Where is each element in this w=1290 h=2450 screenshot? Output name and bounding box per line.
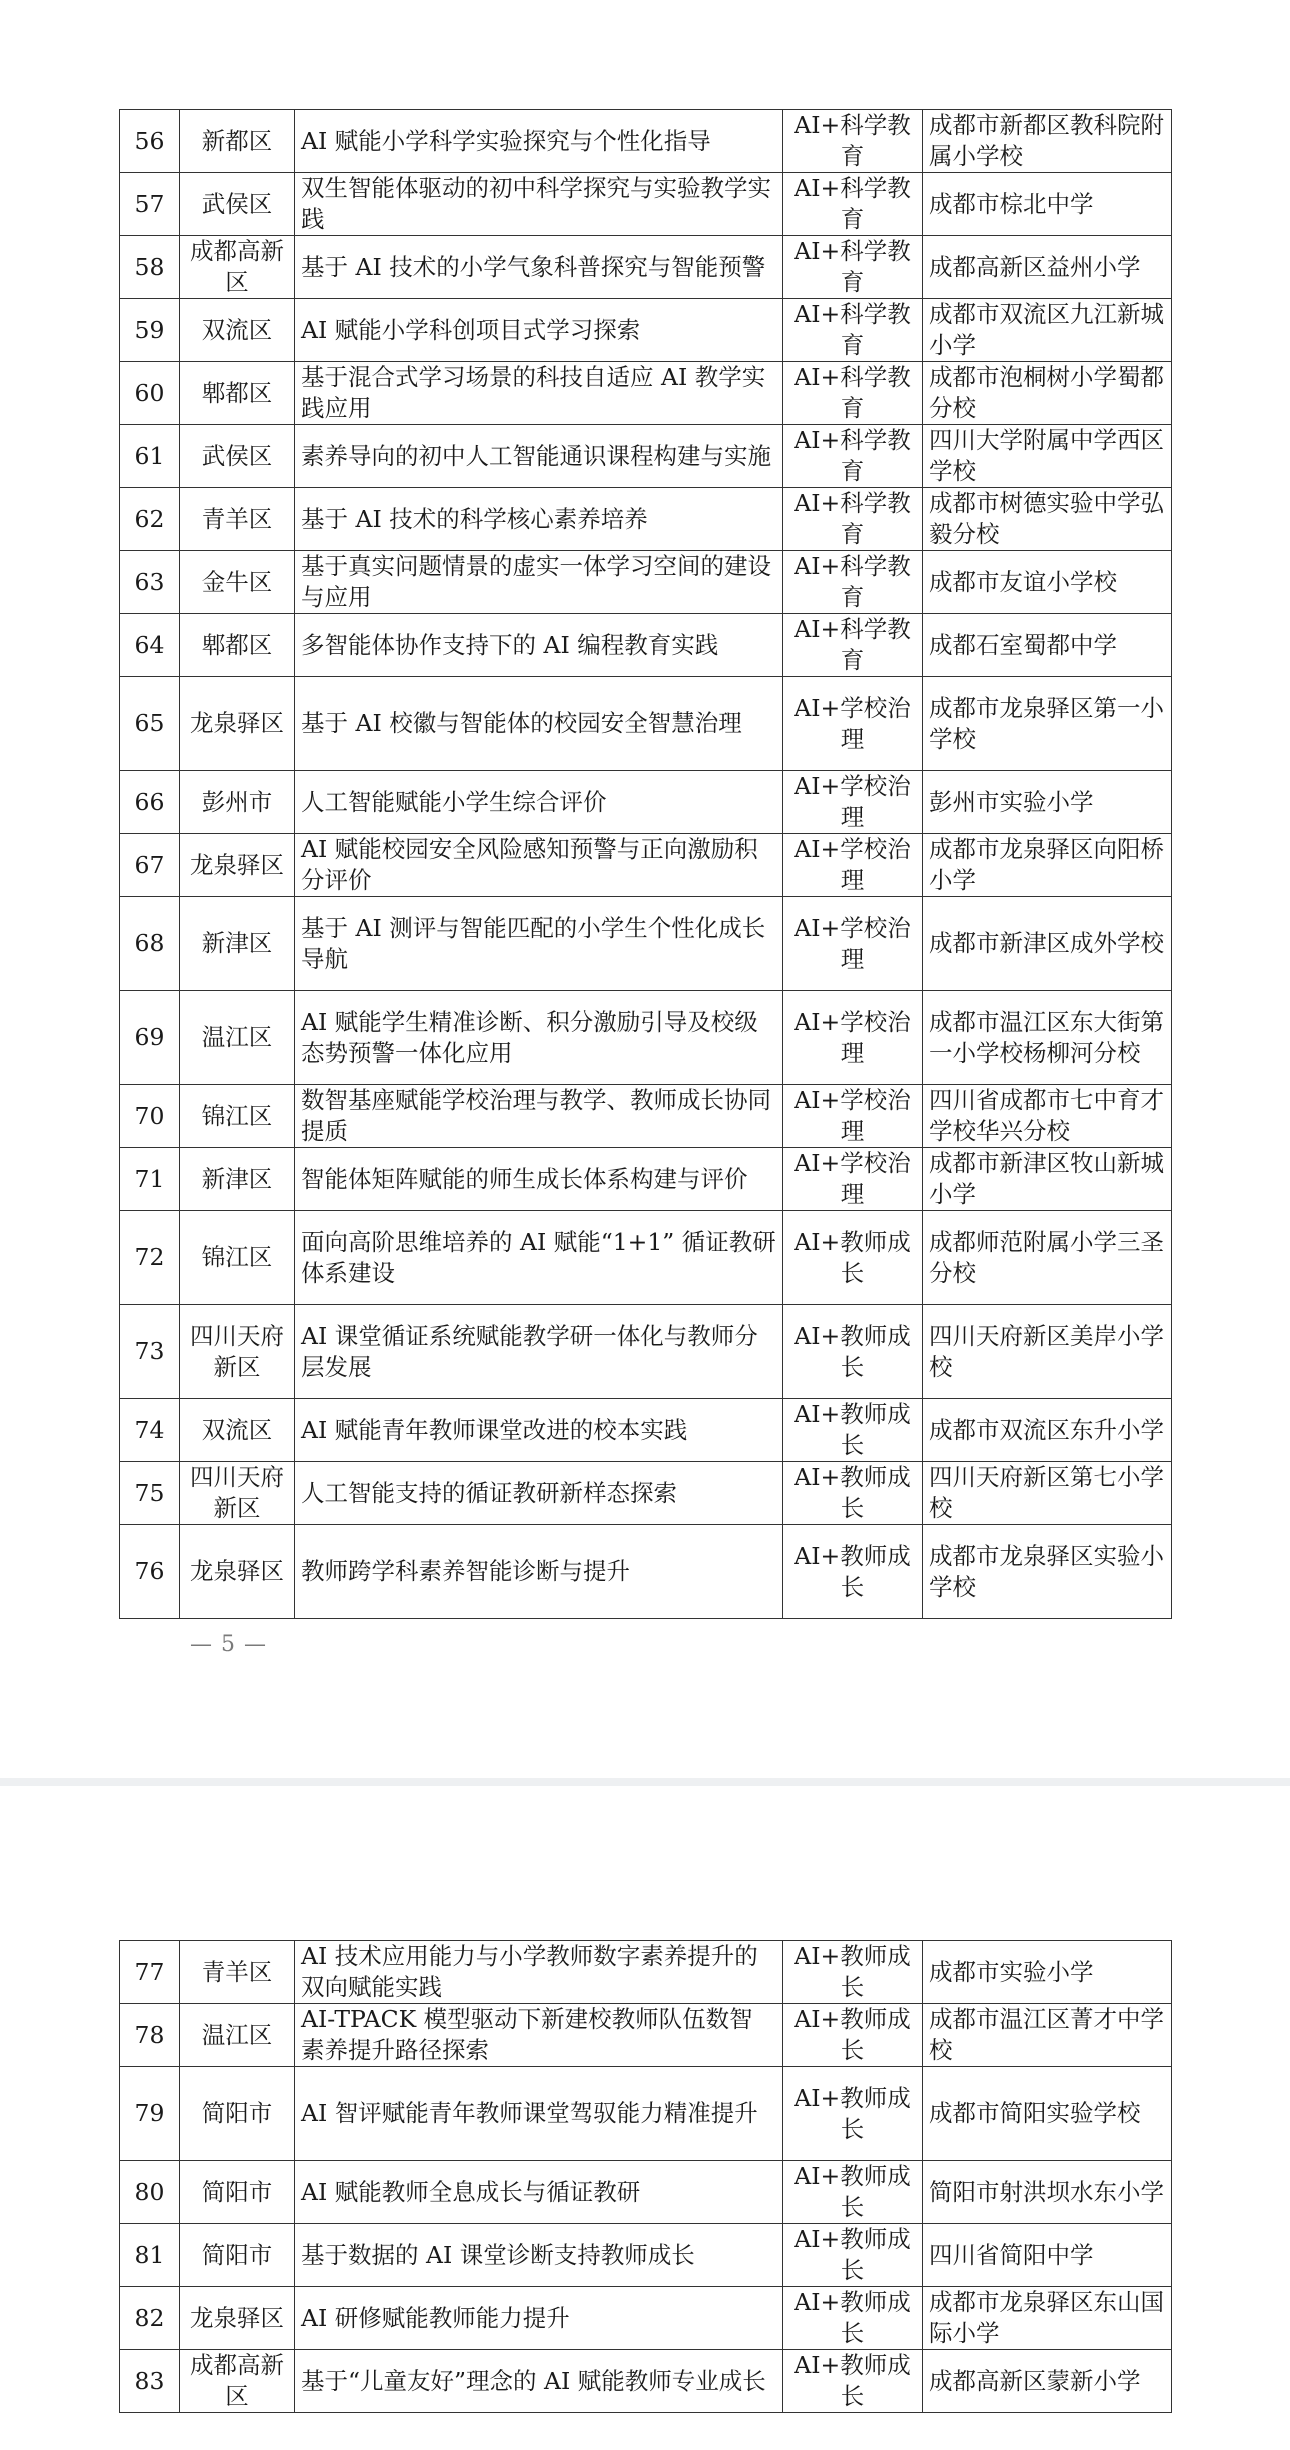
category-cell: AI+教师成长 <box>783 2287 923 2350</box>
row-number: 58 <box>120 236 180 299</box>
school-cell: 四川省简阳中学 <box>923 2224 1172 2287</box>
district-cell: 简阳市 <box>180 2224 295 2287</box>
school-cell: 成都市龙泉驿区东山国际小学 <box>923 2287 1172 2350</box>
table-row <box>120 236 1172 299</box>
project-title-cell: AI-TPACK 模型驱动下新建校教师队伍数智素养提升路径探索 <box>295 2004 783 2067</box>
school-cell: 成都市温江区菁才中学校 <box>923 2004 1172 2067</box>
row-number: 61 <box>120 425 180 488</box>
project-title-cell: 教师跨学科素养智能诊断与提升 <box>295 1525 783 1619</box>
district-cell: 四川天府新区 <box>180 1305 295 1399</box>
row-number: 75 <box>120 1462 180 1525</box>
category-cell: AI+教师成长 <box>783 1525 923 1619</box>
page-number: — 5 — <box>190 1632 267 1657</box>
table-row <box>120 991 1172 1085</box>
project-title-cell: 基于混合式学习场景的科技自适应 AI 教学实践应用 <box>295 362 783 425</box>
table-row <box>120 488 1172 551</box>
school-cell: 成都石室蜀都中学 <box>923 614 1172 677</box>
row-number: 80 <box>120 2161 180 2224</box>
school-cell: 成都市温江区东大街第一小学校杨柳河分校 <box>923 991 1172 1085</box>
table-row <box>120 1462 1172 1525</box>
project-table <box>119 1940 1172 2413</box>
row-number: 59 <box>120 299 180 362</box>
school-cell: 成都市新津区牧山新城小学 <box>923 1148 1172 1211</box>
district-cell: 双流区 <box>180 299 295 362</box>
category-cell: AI+科学教育 <box>783 551 923 614</box>
row-number: 76 <box>120 1525 180 1619</box>
project-title-cell: AI 赋能校园安全风险感知预警与正向激励积分评价 <box>295 834 783 897</box>
category-cell: AI+教师成长 <box>783 2161 923 2224</box>
project-title-cell: 智能体矩阵赋能的师生成长体系构建与评价 <box>295 1148 783 1211</box>
district-cell: 青羊区 <box>180 1941 295 2004</box>
table-row <box>120 1085 1172 1148</box>
project-title-cell: 基于 AI 校徽与智能体的校园安全智慧治理 <box>295 677 783 771</box>
project-title-cell: 基于 AI 技术的科学核心素养培养 <box>295 488 783 551</box>
category-cell: AI+学校治理 <box>783 1148 923 1211</box>
district-cell: 青羊区 <box>180 488 295 551</box>
category-cell: AI+教师成长 <box>783 2004 923 2067</box>
row-number: 73 <box>120 1305 180 1399</box>
school-cell: 四川大学附属中学西区学校 <box>923 425 1172 488</box>
table-row <box>120 1941 1172 2004</box>
project-title-cell: AI 课堂循证系统赋能教学研一体化与教师分层发展 <box>295 1305 783 1399</box>
project-title-cell: 基于 AI 测评与智能匹配的小学生个性化成长导航 <box>295 897 783 991</box>
table-row <box>120 2067 1172 2161</box>
district-cell: 郫都区 <box>180 362 295 425</box>
project-title-cell: AI 赋能小学科学实验探究与个性化指导 <box>295 110 783 173</box>
category-cell: AI+教师成长 <box>783 1462 923 1525</box>
row-number: 77 <box>120 1941 180 2004</box>
row-number: 67 <box>120 834 180 897</box>
category-cell: AI+学校治理 <box>783 897 923 991</box>
table-row <box>120 614 1172 677</box>
district-cell: 成都高新区 <box>180 2350 295 2413</box>
category-cell: AI+教师成长 <box>783 2067 923 2161</box>
project-title-cell: AI 赋能青年教师课堂改进的校本实践 <box>295 1399 783 1462</box>
row-number: 82 <box>120 2287 180 2350</box>
document-page-6 <box>0 1786 1290 2450</box>
district-cell: 龙泉驿区 <box>180 1525 295 1619</box>
district-cell: 彭州市 <box>180 771 295 834</box>
school-cell: 简阳市射洪坝水东小学 <box>923 2161 1172 2224</box>
school-cell: 成都师范附属小学三圣分校 <box>923 1211 1172 1305</box>
district-cell: 温江区 <box>180 991 295 1085</box>
school-cell: 彭州市实验小学 <box>923 771 1172 834</box>
table-row <box>120 1305 1172 1399</box>
project-title-cell: 双生智能体驱动的初中科学探究与实验教学实践 <box>295 173 783 236</box>
project-title-cell: 素养导向的初中人工智能通识课程构建与实施 <box>295 425 783 488</box>
row-number: 63 <box>120 551 180 614</box>
table-row <box>120 173 1172 236</box>
project-title-cell: AI 赋能学生精准诊断、积分激励引导及校级态势预警一体化应用 <box>295 991 783 1085</box>
project-title-cell: 多智能体协作支持下的 AI 编程教育实践 <box>295 614 783 677</box>
row-number: 57 <box>120 173 180 236</box>
table-row <box>120 110 1172 173</box>
school-cell: 成都市树德实验中学弘毅分校 <box>923 488 1172 551</box>
school-cell: 成都市双流区东升小学 <box>923 1399 1172 1462</box>
district-cell: 金牛区 <box>180 551 295 614</box>
row-number: 74 <box>120 1399 180 1462</box>
project-title-cell: 人工智能赋能小学生综合评价 <box>295 771 783 834</box>
row-number: 83 <box>120 2350 180 2413</box>
category-cell: AI+学校治理 <box>783 834 923 897</box>
project-title-cell: AI 智评赋能青年教师课堂驾驭能力精准提升 <box>295 2067 783 2161</box>
district-cell: 锦江区 <box>180 1211 295 1305</box>
category-cell: AI+教师成长 <box>783 1941 923 2004</box>
project-title-cell: 基于数据的 AI 课堂诊断支持教师成长 <box>295 2224 783 2287</box>
project-table <box>119 109 1172 1619</box>
table-row <box>120 1148 1172 1211</box>
school-cell: 成都市龙泉驿区第一小学校 <box>923 677 1172 771</box>
category-cell: AI+科学教育 <box>783 614 923 677</box>
school-cell: 成都高新区益州小学 <box>923 236 1172 299</box>
table-row <box>120 2224 1172 2287</box>
row-number: 68 <box>120 897 180 991</box>
school-cell: 成都市双流区九江新城小学 <box>923 299 1172 362</box>
category-cell: AI+教师成长 <box>783 2224 923 2287</box>
district-cell: 四川天府新区 <box>180 1462 295 1525</box>
school-cell: 成都市新津区成外学校 <box>923 897 1172 991</box>
table-row <box>120 2004 1172 2067</box>
school-cell: 四川省成都市七中育才学校华兴分校 <box>923 1085 1172 1148</box>
table-row <box>120 677 1172 771</box>
project-title-cell: 人工智能支持的循证教研新样态探索 <box>295 1462 783 1525</box>
table-row <box>120 2287 1172 2350</box>
category-cell: AI+科学教育 <box>783 425 923 488</box>
row-number: 81 <box>120 2224 180 2287</box>
category-cell: AI+科学教育 <box>783 236 923 299</box>
district-cell: 锦江区 <box>180 1085 295 1148</box>
district-cell: 简阳市 <box>180 2161 295 2224</box>
school-cell: 成都市新都区教科院附属小学校 <box>923 110 1172 173</box>
school-cell: 成都市简阳实验学校 <box>923 2067 1172 2161</box>
district-cell: 龙泉驿区 <box>180 834 295 897</box>
row-number: 72 <box>120 1211 180 1305</box>
district-cell: 新都区 <box>180 110 295 173</box>
table-row <box>120 1399 1172 1462</box>
row-number: 66 <box>120 771 180 834</box>
page-separator <box>0 1778 1290 1786</box>
category-cell: AI+教师成长 <box>783 2350 923 2413</box>
table-row <box>120 2161 1172 2224</box>
row-number: 62 <box>120 488 180 551</box>
table-row <box>120 771 1172 834</box>
school-cell: 成都高新区蒙新小学 <box>923 2350 1172 2413</box>
row-number: 69 <box>120 991 180 1085</box>
project-title-cell: 数智基座赋能学校治理与教学、教师成长协同提质 <box>295 1085 783 1148</box>
category-cell: AI+学校治理 <box>783 771 923 834</box>
category-cell: AI+教师成长 <box>783 1399 923 1462</box>
project-title-cell: 基于“儿童友好”理念的 AI 赋能教师专业成长 <box>295 2350 783 2413</box>
school-cell: 成都市棕北中学 <box>923 173 1172 236</box>
category-cell: AI+科学教育 <box>783 299 923 362</box>
project-table-body <box>120 110 1172 1619</box>
row-number: 65 <box>120 677 180 771</box>
district-cell: 新津区 <box>180 1148 295 1211</box>
school-cell: 成都市龙泉驿区实验小学校 <box>923 1525 1172 1619</box>
project-title-cell: 基于 AI 技术的小学气象科普探究与智能预警 <box>295 236 783 299</box>
row-number: 71 <box>120 1148 180 1211</box>
category-cell: AI+教师成长 <box>783 1211 923 1305</box>
school-cell: 成都市泡桐树小学蜀都分校 <box>923 362 1172 425</box>
district-cell: 龙泉驿区 <box>180 2287 295 2350</box>
project-table-body <box>120 1941 1172 2413</box>
district-cell: 成都高新区 <box>180 236 295 299</box>
table-row <box>120 362 1172 425</box>
district-cell: 龙泉驿区 <box>180 677 295 771</box>
school-cell: 四川天府新区第七小学校 <box>923 1462 1172 1525</box>
row-number: 70 <box>120 1085 180 1148</box>
school-cell: 成都市龙泉驿区向阳桥小学 <box>923 834 1172 897</box>
row-number: 56 <box>120 110 180 173</box>
district-cell: 武侯区 <box>180 173 295 236</box>
row-number: 64 <box>120 614 180 677</box>
table-row <box>120 2350 1172 2413</box>
table-row <box>120 1525 1172 1619</box>
table-row <box>120 425 1172 488</box>
project-title-cell: AI 赋能教师全息成长与循证教研 <box>295 2161 783 2224</box>
district-cell: 双流区 <box>180 1399 295 1462</box>
table-row <box>120 834 1172 897</box>
table-row <box>120 299 1172 362</box>
category-cell: AI+学校治理 <box>783 677 923 771</box>
district-cell: 新津区 <box>180 897 295 991</box>
category-cell: AI+教师成长 <box>783 1305 923 1399</box>
category-cell: AI+学校治理 <box>783 991 923 1085</box>
school-cell: 成都市实验小学 <box>923 1941 1172 2004</box>
category-cell: AI+科学教育 <box>783 362 923 425</box>
project-title-cell: 基于真实问题情景的虚实一体学习空间的建设与应用 <box>295 551 783 614</box>
row-number: 78 <box>120 2004 180 2067</box>
district-cell: 郫都区 <box>180 614 295 677</box>
table-row <box>120 897 1172 991</box>
school-cell: 成都市友谊小学校 <box>923 551 1172 614</box>
row-number: 60 <box>120 362 180 425</box>
district-cell: 武侯区 <box>180 425 295 488</box>
project-title-cell: 面向高阶思维培养的 AI 赋能“1+1” 循证教研体系建设 <box>295 1211 783 1305</box>
category-cell: AI+科学教育 <box>783 173 923 236</box>
district-cell: 简阳市 <box>180 2067 295 2161</box>
district-cell: 温江区 <box>180 2004 295 2067</box>
table-row <box>120 1211 1172 1305</box>
category-cell: AI+科学教育 <box>783 110 923 173</box>
row-number: 79 <box>120 2067 180 2161</box>
category-cell: AI+科学教育 <box>783 488 923 551</box>
category-cell: AI+学校治理 <box>783 1085 923 1148</box>
table-row <box>120 551 1172 614</box>
project-title-cell: AI 技术应用能力与小学教师数字素养提升的双向赋能实践 <box>295 1941 783 2004</box>
school-cell: 四川天府新区美岸小学校 <box>923 1305 1172 1399</box>
project-title-cell: AI 赋能小学科创项目式学习探索 <box>295 299 783 362</box>
project-title-cell: AI 研修赋能教师能力提升 <box>295 2287 783 2350</box>
